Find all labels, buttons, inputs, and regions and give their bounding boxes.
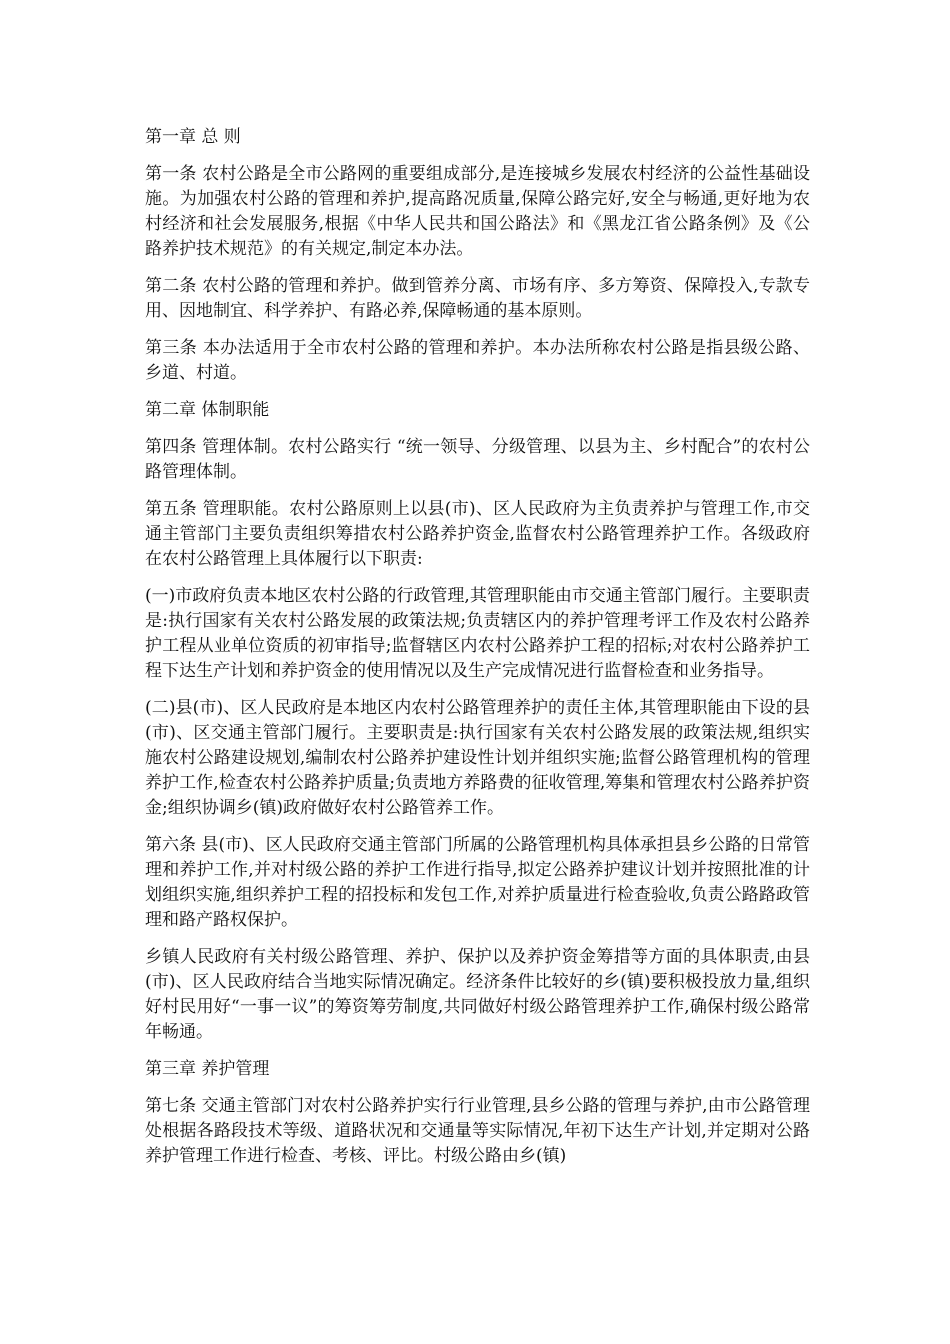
article-2: 第二条 农村公路的管理和养护。做到管养分离、市场有序、多方筹资、保障投入,专款专用、因地制宜、科学养护、有路必养,保障畅通的基本原则。 [145, 276, 810, 321]
article-6-paragraph-2: 乡镇人民政府有关村级公路管理、养护、保护以及养护资金筹措等方面的具体职责,由县(市)、区人民政府结合当地实际情况确定。经济条件比较好的乡(镇)要积极投放力量,组织好村民用好“一事一议”的筹资筹劳制度,共同做好村级公路管理养护工作,确保村级公路常年畅通。 [145, 947, 810, 1042]
article-5-item-2: (二)县(市)、区人民政府是本地区内农村公路管理养护的责任主体,其管理职能由下设的县(市)、区交通主管部门履行。主要职责是:执行国家有关农村公路发展的政策法规,组织实施农村公路建设规划,编制农村公路养护建设性计划并组织实施;监督公路管理机构的管理养护工作,检查农村公路养护质量;负责地方养路费的征收管理,筹集和管理农村公路养护资金;组织协调乡(镇)政府做好农村公路管养工作。 [145, 698, 810, 818]
article-5: 第五条 管理职能。农村公路原则上以县(市)、区人民政府为主负责养护与管理工作,市交通主管部门主要负责组织筹措农村公路养护资金,监督农村公路管理养护工作。各级政府在农村公路管理上具体履行以下职责: [145, 499, 810, 569]
article-3: 第三条 本办法适用于全市农村公路的管理和养护。本办法所称农村公路是指县级公路、乡道、村道。 [145, 338, 810, 383]
chapter-2-heading: 第二章 体制职能 [145, 400, 270, 420]
chapter-1-heading: 第一章 总 则 [145, 127, 241, 147]
article-5-item-1: (一)市政府负责本地区农村公路的行政管理,其管理职能由市交通主管部门履行。主要职责是:执行国家有关农村公路发展的政策法规;负责辖区内的养护管理考评工作及农村公路养护工程从业单位资质的初审指导;监督辖区内农村公路养护工程的招标;对农村公路养护工程下达生产计划和养护资金的使用情况以及生产完成情况进行监督检查和业务指导。 [145, 586, 810, 681]
chapter-3-heading: 第三章 养护管理 [145, 1059, 270, 1079]
article-4: 第四条 管理体制。农村公路实行 “统一领导、分级管理、以县为主、乡村配合”的农村公路管理体制。 [145, 437, 810, 482]
article-6: 第六条 县(市)、区人民政府交通主管部门所属的公路管理机构具体承担县乡公路的日常管理和养护工作,并对村级公路的养护工作进行指导,拟定公路养护建议计划并按照批准的计划组织实施,组织养护工程的招投标和发包工作,对养护质量进行检查验收,负责公路路政管理和路产路权保护。 [145, 835, 810, 930]
article-1: 第一条 农村公路是全市公路网的重要组成部分,是连接城乡发展农村经济的公益性基础设施。为加强农村公路的管理和养护,提高路况质量,保障公路完好,安全与畅通,更好地为农村经济和社会发展服务,根据《中华人民共和国公路法》和《黑龙江省公路条例》及《公路养护技术规范》的有关规定,制定本办法。 [145, 164, 810, 259]
document-body [145, 125, 810, 1181]
article-7: 第七条 交通主管部门对农村公路养护实行行业管理,县乡公路的管理与养护,由市公路管理处根据各路段技术等级、道路状况和交通量等实际情况,年初下达生产计划,并定期对公路养护管理工作进行检查、考核、评比。村级公路由乡(镇) [145, 1096, 810, 1166]
